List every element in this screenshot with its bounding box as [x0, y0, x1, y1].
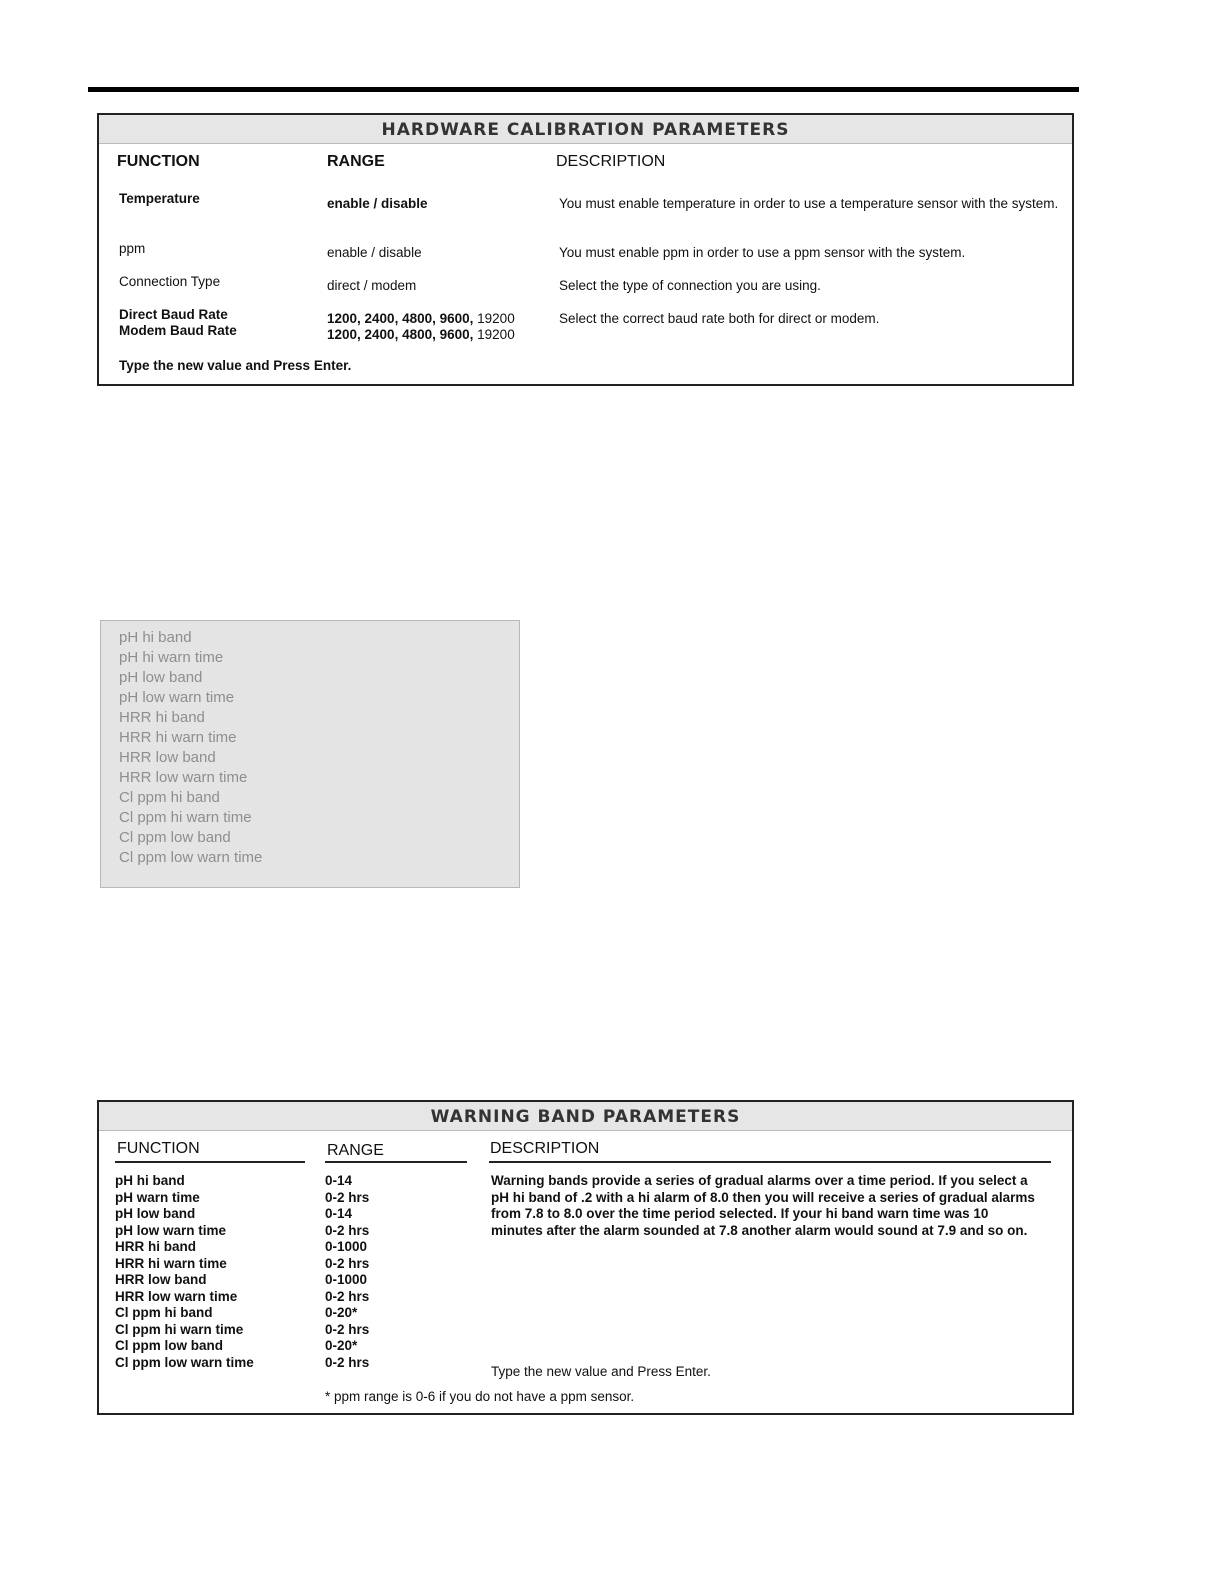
menu-item[interactable]: pH low band	[119, 669, 203, 686]
wb-header-range: RANGE	[327, 1142, 384, 1159]
menu-item[interactable]: pH hi warn time	[119, 649, 224, 666]
hw-row-range-2	[327, 327, 515, 343]
hw-row-function: Direct Baud Rate	[119, 307, 228, 322]
wb-range: 0-2 hrs	[325, 1354, 370, 1370]
hw-row-function: Temperature	[119, 191, 200, 206]
menu-item[interactable]: pH low warn time	[119, 689, 235, 706]
wb-description-line: minutes after the alarm sounded at 7.8 another alarm would sound at 7.9 and so on.	[491, 1222, 1028, 1238]
wb-instruction: Type the new value and Press Enter.	[491, 1364, 711, 1379]
wb-function: Cl ppm hi band	[115, 1305, 213, 1320]
wb-function: HRR hi band	[115, 1239, 196, 1254]
wb-range: 0-2 hrs	[325, 1222, 370, 1238]
wb-description-line: pH hi band of .2 with a hi alarm of 8.0 then you will receive a series of gradual alarms	[491, 1189, 1035, 1205]
wb-function: pH warn time	[115, 1189, 200, 1205]
wb-range: 0-1000	[325, 1239, 368, 1254]
menu-item[interactable]: HRR hi warn time	[119, 729, 237, 746]
hw-row-range: enable / disable	[327, 196, 428, 211]
wb-function: pH low band	[115, 1206, 196, 1221]
wb-description-underline	[489, 1161, 1051, 1163]
menu-item[interactable]: HRR low warn time	[119, 769, 248, 786]
hw-row-description: You must enable ppm in order to use a ppm sensor with the system.	[559, 245, 966, 260]
wb-function: HRR low warn time	[115, 1288, 238, 1304]
wb-function: pH hi band	[115, 1173, 185, 1188]
menu-item[interactable]: pH hi band	[119, 629, 192, 646]
menu-item[interactable]: HRR low band	[119, 749, 216, 766]
top-rule	[88, 87, 1079, 92]
wb-range: 0-2 hrs	[325, 1255, 370, 1271]
wb-function: Cl ppm low band	[115, 1338, 223, 1353]
menu-item[interactable]: Cl ppm hi warn time	[119, 809, 252, 826]
hw-footer-instruction: Type the new value and Press Enter.	[119, 358, 352, 373]
hw-row-function-2: Modem Baud Rate	[119, 323, 237, 338]
wb-function-underline	[115, 1161, 305, 1163]
hw-row-function: ppm	[119, 241, 146, 256]
menu-item[interactable]: Cl ppm low band	[119, 829, 231, 846]
wb-function: Cl ppm hi warn time	[115, 1321, 244, 1337]
hw-row-description: You must enable temperature in order to use a temperature sensor with the system.	[559, 196, 1059, 211]
hw-row-description: Select the type of connection you are using.	[559, 278, 821, 293]
hardware-panel-title: HARDWARE CALIBRATION PARAMETERS	[99, 115, 1072, 144]
hw-row-range: enable / disable	[327, 245, 422, 260]
hw-row-function: Connection Type	[119, 274, 221, 289]
wb-description-line: Warning bands provide a series of gradual alarms over a time period. If you select a	[491, 1173, 1028, 1188]
warning-band-panel	[97, 1100, 1074, 1415]
wb-range: 0-1000	[325, 1272, 368, 1287]
wb-header-function: FUNCTION	[117, 1140, 200, 1157]
wb-footnote: * ppm range is 0-6 if you do not have a ppm sensor.	[325, 1389, 635, 1404]
wb-range: 0-14	[325, 1206, 353, 1221]
wb-function: HRR low band	[115, 1272, 207, 1287]
hw-range-bold: 1200, 2400, 4800, 9600,	[327, 327, 474, 342]
hw-range-tail: 19200	[477, 311, 515, 326]
wb-range-underline	[325, 1161, 467, 1163]
wb-range: 0-2 hrs	[325, 1189, 370, 1205]
menu-item[interactable]: Cl ppm hi band	[119, 789, 220, 806]
hw-header-description: DESCRIPTION	[556, 153, 666, 170]
wb-range: 0-2 hrs	[325, 1321, 370, 1337]
wb-header-description: DESCRIPTION	[490, 1140, 600, 1157]
hw-range-tail: 19200	[477, 327, 515, 342]
wb-function: pH low warn time	[115, 1222, 227, 1238]
wb-range: 0-2 hrs	[325, 1288, 370, 1304]
warning-band-menu	[100, 620, 520, 888]
hw-range-bold: 1200, 2400, 4800, 9600,	[327, 311, 474, 326]
hw-header-function: FUNCTION	[117, 153, 200, 170]
wb-description-line: from 7.8 to 8.0 over the time period selected. If your hi band warn time was 10	[491, 1206, 989, 1221]
hw-header-range: RANGE	[327, 153, 385, 170]
hw-row-range	[327, 311, 515, 327]
menu-item[interactable]: HRR hi band	[119, 709, 205, 726]
menu-item[interactable]: Cl ppm low warn time	[119, 849, 263, 866]
wb-function: Cl ppm low warn time	[115, 1354, 254, 1370]
hw-row-description: Select the correct baud rate both for direct or modem.	[559, 311, 880, 326]
wb-range: 0-14	[325, 1173, 353, 1188]
wb-range: 0-20*	[325, 1305, 358, 1320]
wb-range: 0-20*	[325, 1338, 358, 1353]
hardware-calibration-panel	[97, 113, 1074, 386]
hw-row-range: direct / modem	[327, 278, 417, 293]
warning-panel-title: WARNING BAND PARAMETERS	[99, 1102, 1072, 1131]
wb-function: HRR hi warn time	[115, 1255, 227, 1271]
